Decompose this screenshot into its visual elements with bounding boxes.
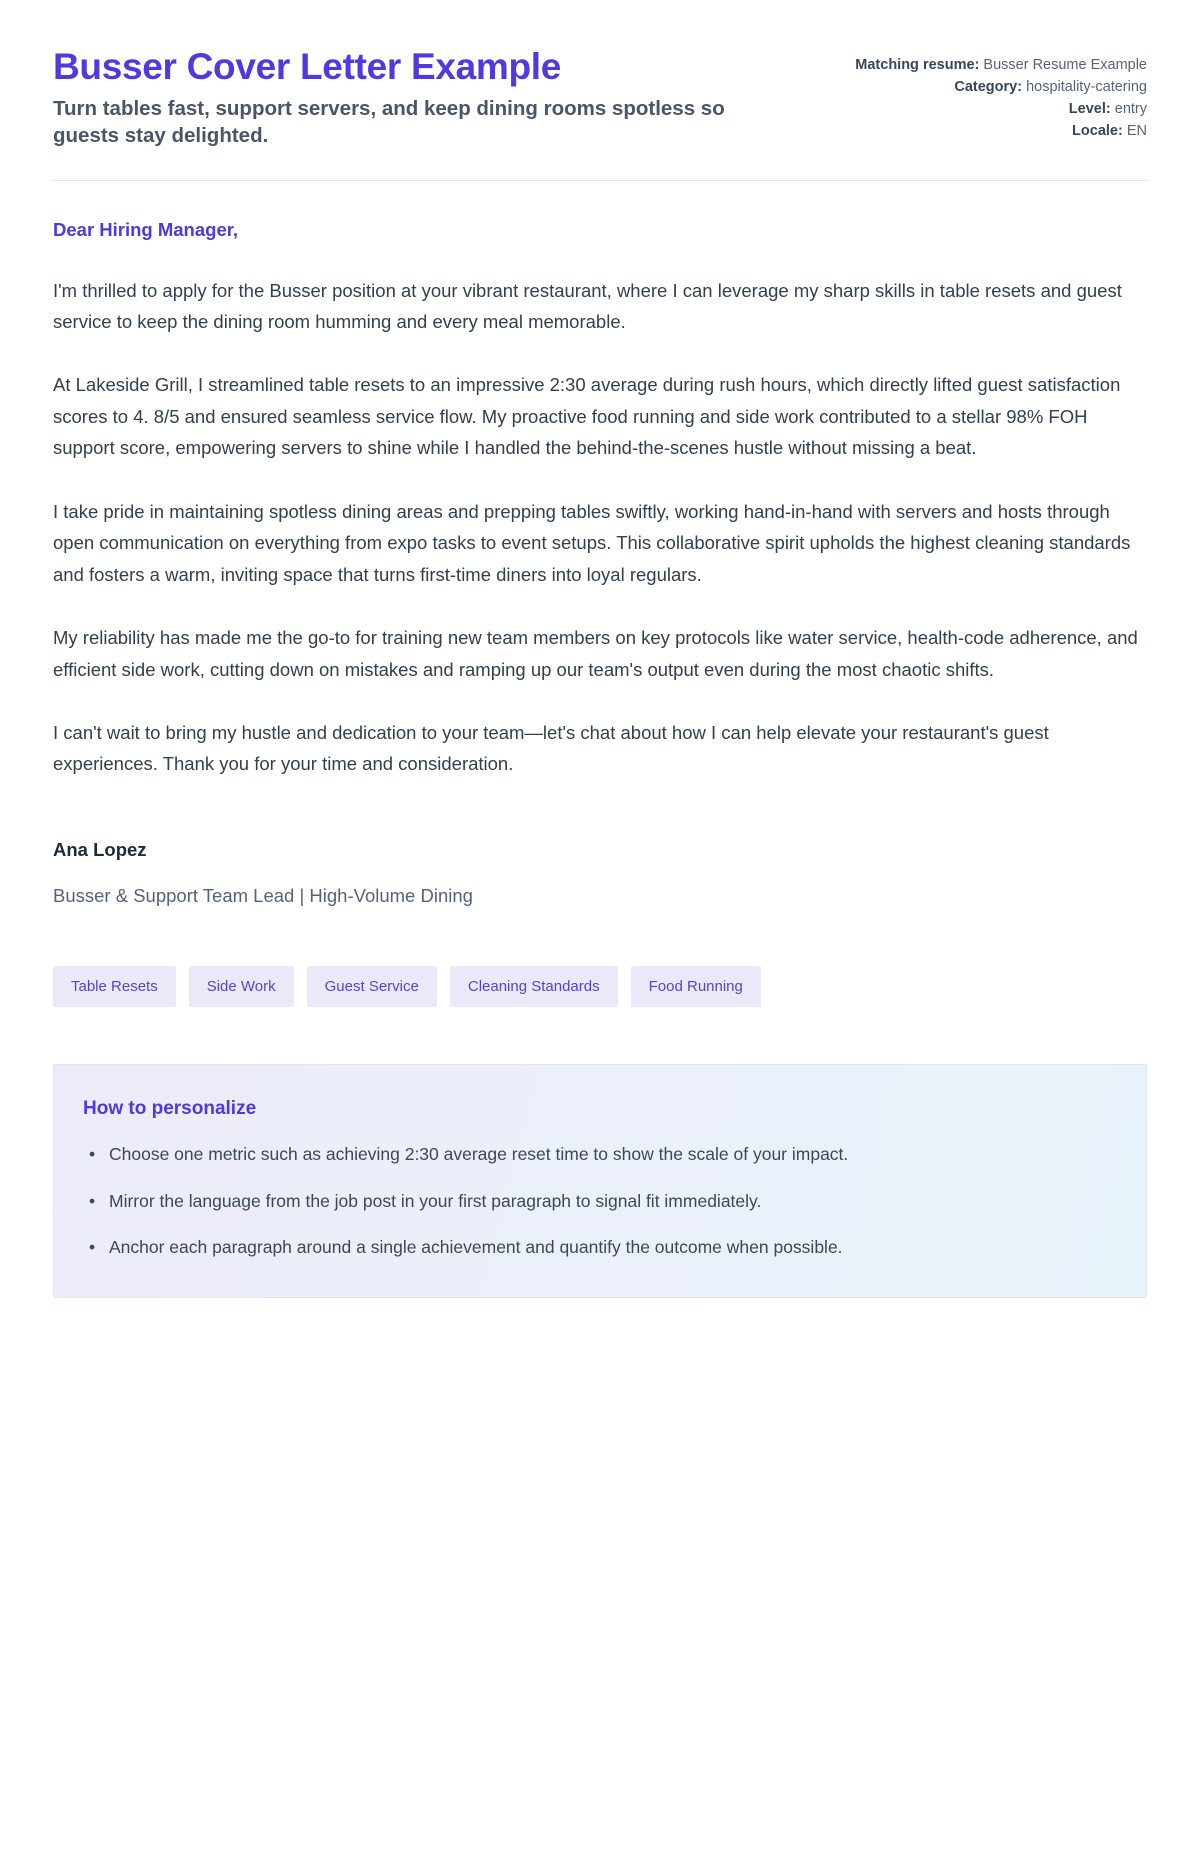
callout-bullet-text-2: Mirror the language from the job post in your first paragraph to signal fit immediately. [109,1190,762,1211]
meta-value-category: hospitality-catering [1026,79,1147,96]
meta-label-category: Category: [954,79,1023,96]
skill-tag-cleaning-standards[interactable]: Cleaning Standards [450,966,618,1007]
bullet-point-icon: • [89,1190,96,1211]
meta-row-matching-resume [847,54,1147,76]
bullet-point-icon: • [89,1143,96,1164]
letter-salutation: Dear Hiring Manager, [53,218,239,240]
letter-body [53,181,1147,780]
meta-value-locale: EN [1126,123,1147,140]
signature-name: Ana Lopez [53,838,147,860]
page-header [53,46,1147,150]
skill-tag-guest-service[interactable]: Guest Service [307,966,437,1007]
callout-bullet-list [83,1140,1112,1263]
signature-block [53,836,1147,910]
skill-tag-food-running[interactable]: Food Running [631,966,761,1007]
meta-label-locale: Locale: [1072,123,1123,140]
page-title: Busser Cover Letter Example [53,46,562,87]
meta-row-level [847,98,1147,120]
header-titles [53,46,783,150]
letter-paragraph-2: At Lakeside Grill, I streamlined table resets to an impressive 2:30 average during rush hours, which directly lifted guest satisfaction scores to 4. 8/5 and ensured seamless service flow. My proactive food running and side work contributed to a stellar 98% FOH support score, empowering servers to shine while I handled the behind-the-scenes hustle without missing a beat. [53,374,1121,459]
callout-title: How to personalize [83,1098,257,1120]
letter-paragraph-1: I'm thrilled to apply for the Busser position at your vibrant restaurant, where I can leverage my sharp skills in table resets and guest service to keep the dining room humming and every meal memorable. [53,279,1122,332]
signature-title: Busser & Support Team Lead | High-Volume Dining [53,884,473,906]
meta-value-matching-resume: Busser Resume Example [983,57,1147,73]
document-metadata [847,46,1147,142]
meta-label-level: Level: [1068,101,1111,118]
meta-value-level: entry [1114,101,1147,118]
how-to-personalize-callout [53,1064,1147,1298]
callout-bullet-item-2 [89,1187,1112,1217]
callout-bullet-text-3: Anchor each paragraph around a single achievement and quantify the outcome when possible. [109,1237,843,1258]
bullet-point-icon: • [89,1237,96,1258]
skill-tag-side-work[interactable]: Side Work [189,966,294,1007]
callout-bullet-item-1 [89,1140,1112,1170]
skill-tag-table-resets[interactable]: Table Resets [53,966,176,1007]
skill-tag-list [53,966,1147,1007]
letter-paragraph-3: I take pride in maintaining spotless dining areas and prepping tables swiftly, working hand-in-hand with servers and hosts through open communication on everything from expo tasks to event setups. This collaborative spirit upholds the highest cleaning standards and fosters a warm, inviting space that turns first-time diners into loyal regulars. [53,500,1131,585]
meta-label-matching-resume: Matching resume: [855,57,980,73]
page-subtitle: Turn tables fast, support servers, and keep dining rooms spotless so guests stay delighted. [53,97,725,148]
meta-row-locale [847,120,1147,142]
letter-paragraph-5: I can't wait to bring my hustle and dedication to your team—let's chat about how I can help elevate your restaurant's guest experiences. Thank you for your time and consideration. [53,721,1049,775]
callout-bullet-text-1: Choose one metric such as achieving 2:30 average reset time to show the scale of your impact. [109,1143,849,1164]
meta-row-category [847,76,1147,98]
callout-bullet-item-3 [89,1233,1112,1263]
page-content [53,46,1147,1298]
letter-paragraph-4: My reliability has made me the go-to for training new team members on key protocols like water service, health-code adherence, and efficient side work, cutting down on mistakes and ramping up our team's output even during the most chaotic shifts. [53,627,1138,680]
